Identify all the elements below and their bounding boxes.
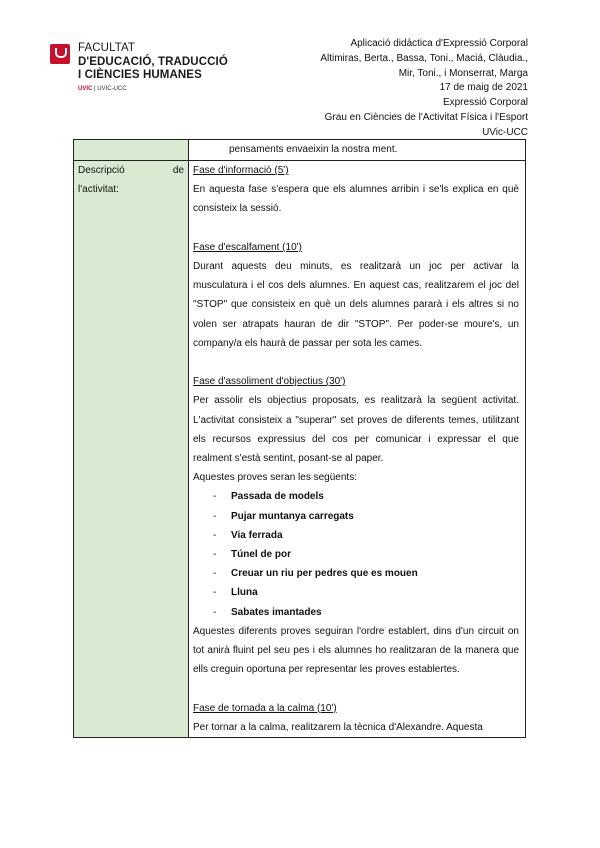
table-row: [74, 140, 526, 161]
label-cell: [74, 161, 189, 738]
list-item: [213, 583, 519, 602]
logo-subtitle: [78, 84, 228, 94]
test-list: [193, 487, 519, 621]
logo-sub-text: | UVIC-UCC: [92, 85, 127, 92]
phase-title: Fase d'assoliment d'objectius (30'): [193, 376, 346, 388]
list-item: [213, 487, 519, 506]
list-item-text: Lluna: [231, 587, 258, 599]
header-line: Grau en Ciències de l'Activitat Física i l'Esport: [324, 111, 528, 123]
header-line: 17 de maig de 2021: [439, 82, 528, 94]
content-cell: [189, 140, 526, 161]
list-dash: -: [213, 510, 217, 522]
logo-brand: UVIC: [78, 85, 93, 92]
list-dash: -: [213, 606, 217, 618]
label-cell-empty: [74, 140, 189, 161]
label-word: de: [172, 165, 184, 176]
label-word: Descripció: [78, 165, 125, 176]
phase-intro: Aquestes proves seran les següents:: [193, 472, 357, 484]
list-item-text: Sabates imantades: [231, 606, 322, 618]
table-row: [74, 161, 526, 738]
list-item-text: Via ferrada: [231, 529, 283, 541]
header-line: Aplicació didàctica d'Expressió Corporal: [350, 38, 528, 49]
list-item: [213, 564, 519, 583]
list-dash: -: [213, 529, 217, 541]
list-item-text: Passada de models: [231, 491, 324, 503]
list-dash: -: [213, 491, 217, 503]
row-label: [74, 161, 188, 180]
header-line: UVic-UCC: [482, 126, 528, 138]
continued-text: pensaments envaeixin la nostra ment.: [229, 144, 398, 155]
header-line: Altimiras, Berta., Bassa, Toni., Maciá, Clàudia.,: [320, 52, 528, 64]
phase-text: En aquesta fase s'espera que els alumnes arribin i se'ls explica en què consisteix la sessió.: [193, 184, 519, 215]
activity-description: [189, 161, 526, 738]
list-item-text: Túnel de por: [231, 549, 291, 561]
header-line: Expressió Corporal: [442, 97, 528, 109]
uvic-logo-icon: [50, 44, 70, 64]
activity-table: [73, 139, 526, 738]
phase-title: Fase de tornada a la calma (10'): [193, 702, 337, 714]
phase-text: Durant aquests deu minuts, es realitzarà un joc per activar la musculatura i el cos dels alumnes. En aquest cas, realitzarem el joc del "STOP" que consisteix en què un dels alumnes pararà i els altres si no volen ser atrapats hauran de dir "STOP". Per poder-se moure's, un company/a els haurà de passar per sota les cames.: [193, 261, 519, 349]
phase-text: Aquestes diferents proves seguiran l'ordre establert, dins d'un circuit on tot anirà fluint pel seu pes i els alumnes ho realitzaran de la manera que ells creguin oportuna per representar les proves establertes.: [193, 625, 519, 676]
list-item-text: Creuar un riu per pedres que es mouen: [231, 568, 418, 580]
header-line: Mir, Toni., i Monserrat, Marga: [398, 67, 528, 79]
phase-title: Fase d'informació (5'): [193, 165, 289, 176]
list-dash: -: [213, 568, 217, 580]
logo-text: [78, 42, 228, 94]
list-item: [213, 545, 519, 564]
list-dash: -: [213, 549, 217, 561]
logo-line-3: I CIÈNCIES HUMANES: [78, 69, 202, 81]
phase-text: Per tornar a la calma, realitzarem la tècnica d'Alexandre. Aquesta: [193, 721, 483, 733]
row-label-cont: l'activitat:: [78, 184, 119, 196]
list-item-text: Pujar muntanya carregats: [231, 510, 354, 522]
list-item: [213, 603, 519, 622]
list-item: [213, 526, 519, 545]
logo-line-2: D'EDUCACIÓ, TRADUCCIÓ: [78, 55, 228, 68]
document-header: [268, 37, 528, 141]
list-item: [213, 507, 519, 526]
list-dash: -: [213, 587, 217, 599]
phase-text: Per assolir els objectius proposats, es realitzarà la següent activitat. L'activitat consisteix a "superar" set proves de diferents temes, utilitzant els recursos expressius del cos per comunicar i expressar el que realment s'està sentint, posant-se al paper.: [193, 395, 519, 465]
phase-title: Fase d'escalfament (10'): [193, 241, 302, 253]
logo-line-1: FACULTAT: [78, 42, 136, 54]
